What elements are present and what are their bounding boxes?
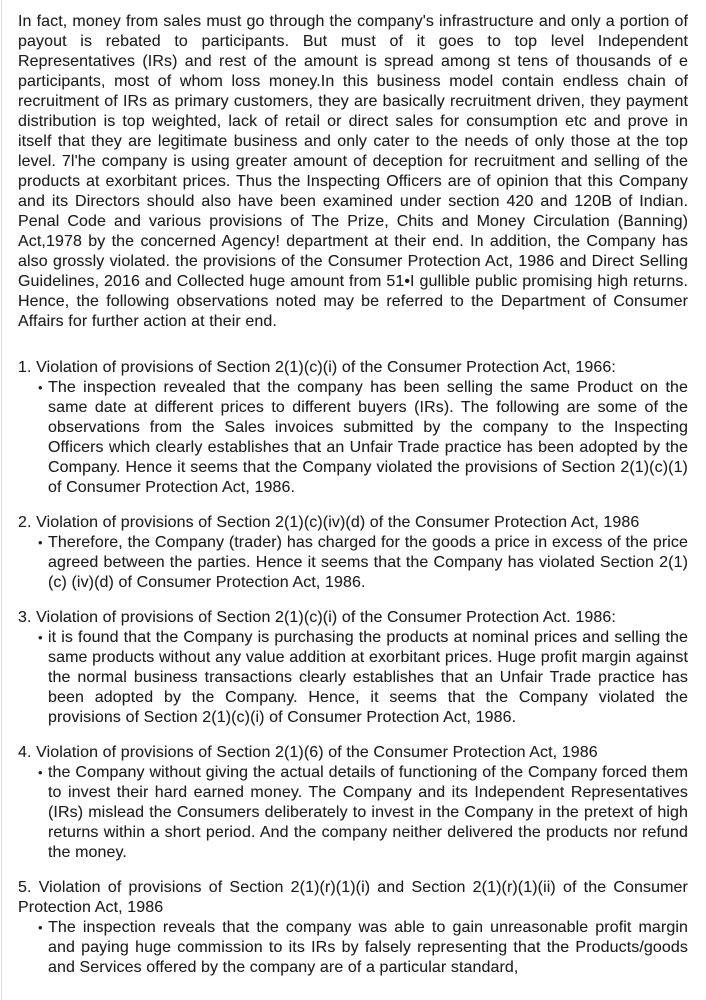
violation-section-5: [18, 878, 688, 978]
intro-paragraph: In fact, money from sales must go through the company's infrastructure and only a portion of payout is rebated to participants. But must of it goes to top level Independent Representatives (IRs) and rest of the amount is spread among st tens of thousands of e participants, most of whom loss money.In this business model contain endless chain of recruitment of IRs as primary customers, they are basically recruitment driven, they payment distribution is top weighted, lack of retail or direct sales for consumption etc and prove in itself that they are legitimate business and only cater to the needs of only those at the top level. 7l'he company is using greater amount of deception for recruitment and selling of the products at exorbitant prices. Thus the Inspecting Officers are of opinion that this Company and its Directors should also have been examined under section 420 and 120B of Indian. Penal Code and various provisions of The Prize, Chits and Money Circulation (Banning) Act,1978 by the concerned Agency! department at their end. In addition, the Company has also grossly violated. the provisions of the Consumer Protection Act, 1986 and Direct Selling Guidelines, 2016 and Collected huge amount from 51•I gullible public promising high returns. Hence, the following observations noted may be referred to the Department of Consumer Affairs for further action at their end.: [18, 13, 688, 330]
violation-section-4: [18, 743, 688, 863]
violation-5-bullet-item: [18, 918, 688, 978]
violation-1-bullet-item: [18, 378, 688, 498]
bullet-icon: •: [38, 765, 43, 780]
violation-3-bullet-text: it is found that the Company is purchasing the products at nominal prices and selling the same products without any value addition at exorbitant prices. Huge profit margin against the normal business transactions clearly establishes that an Unfair Trade practice has been adopted by the Company. Hence, it seems that the Company violated the provisions of Section 2(1)(c)(i) of Consumer Protection Act, 1986.: [48, 629, 688, 726]
violation-2-heading: 2. Violation of provisions of Section 2(1)(c)(iv)(d) of the Consumer Protection Act, 1986: [18, 514, 640, 531]
violation-section-1: [18, 358, 688, 498]
violation-4-bullet-text: the Company without giving the actual details of functioning of the Company forced them to invest their hard earned money. The Company and its Independent Representatives (IRs) mislead the Consumers deliberately to invest in the Company in the pretext of high returns within a short period. And the company neither delivered the products nor refund the money.: [48, 764, 688, 861]
bullet-icon: •: [38, 535, 43, 550]
violation-5-bullet-text: The inspection reveals that the company was able to gain unreasonable profit margin and paying huge commission to its IRs by falsely representing that the Products/goods and Services offered by the company are of a particular standard,: [48, 919, 688, 976]
violation-5-heading: 5. Violation of provisions of Section 2(1)(r)(1)(i) and Section 2(1)(r)(1)(ii) of the Consumer Protection Act, 1986: [18, 879, 688, 916]
violation-3-heading: 3. Violation of provisions of Section 2(1)(c)(i) of the Consumer Protection Act. 1986:: [18, 609, 616, 626]
violation-1-bullet-text: The inspection revealed that the company has been selling the same Product on the same date at different prices to different buyers (IRs). The following are some of the observations from the Sales invoices submitted by the company to the Inspecting Officers which clearly establishes that an Unfair Trade practice has been adopted by the Company. Hence it seems that the Company violated the provisions of Section 2(1)(c)(1) of Consumer Protection Act, 1986.: [48, 379, 688, 496]
violation-3-bullet-item: [18, 628, 688, 728]
bullet-icon: •: [38, 630, 43, 645]
scan-edge-artifact: [1, 0, 2, 1000]
violation-section-2: [18, 513, 688, 593]
violation-1-heading: 1. Violation of provisions of Section 2(1)(c)(i) of the Consumer Protection Act, 1966:: [18, 359, 616, 376]
violation-2-bullet-text: Therefore, the Company (trader) has charged for the goods a price in excess of the price agreed between the parties. Hence it seems that the Company has violated Section 2(1) (c) (iv)(d) of Consumer Protection Act, 1986.: [48, 534, 688, 591]
violation-section-3: [18, 608, 688, 728]
violation-4-bullet-item: [18, 763, 688, 863]
violation-2-bullet-item: [18, 533, 688, 593]
violation-4-heading: 4. Violation of provisions of Section 2(1)(6) of the Consumer Protection Act, 1986: [18, 744, 598, 761]
bullet-icon: •: [38, 380, 43, 395]
bullet-icon: •: [38, 920, 43, 935]
